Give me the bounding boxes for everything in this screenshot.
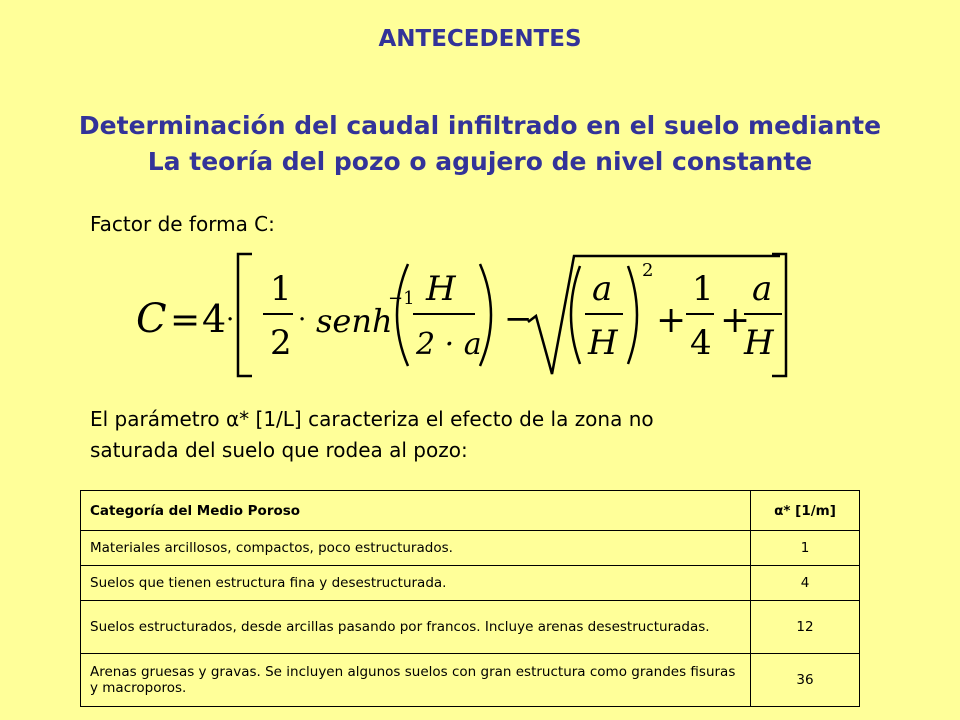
- param-line-2: saturada del suelo que rodea al pozo:: [90, 438, 468, 462]
- slide-subtitle: [0, 108, 960, 180]
- header-category: Categoría del Medio Poroso: [81, 491, 751, 531]
- row-category: Suelos estructurados, desde arcillas pasando por francos. Incluye arenas desestructuradas.: [81, 601, 751, 654]
- formula-plus: +: [656, 300, 687, 341]
- H-denominator: H: [588, 323, 618, 363]
- a-numerator: a: [752, 269, 773, 309]
- H-numerator: H: [426, 269, 456, 309]
- formula-C: C: [136, 296, 167, 342]
- header-alpha: α* [1/m]: [751, 491, 860, 531]
- senh-function: senh: [316, 302, 393, 340]
- table-row: [81, 566, 860, 601]
- subtitle-line-1: Determinación del caudal infiltrado en el suelo mediante: [78, 111, 882, 140]
- formula-dot: ·: [298, 305, 307, 335]
- alpha-parameter-text: [90, 404, 850, 466]
- row-value: 4: [751, 566, 860, 601]
- formula-four: 4: [202, 297, 227, 341]
- porous-media-table: [80, 490, 860, 707]
- table-row: [81, 531, 860, 566]
- row-value: 1: [751, 531, 860, 566]
- half-numerator: 1: [270, 269, 292, 309]
- table-row: [81, 601, 860, 654]
- right-paren: [628, 266, 637, 364]
- right-paren: [480, 264, 491, 366]
- two-a-denominator: 2 · a: [416, 327, 482, 362]
- row-category: Materiales arcillosos, compactos, poco estructurados.: [81, 531, 751, 566]
- param-line-1: El parámetro α* [1/L] caracteriza el efecto de la zona no: [90, 407, 654, 431]
- subtitle-line-2: La teoría del pozo o agujero de nivel constante: [147, 147, 813, 176]
- table-row: [81, 654, 860, 707]
- half-denominator: 2: [270, 323, 292, 363]
- H-denominator: H: [744, 323, 774, 363]
- formula-dot: ·: [226, 305, 235, 335]
- row-value: 36: [751, 654, 860, 707]
- slide-title: ANTECEDENTES: [378, 26, 582, 52]
- table-header-row: [81, 491, 860, 531]
- a-numerator: a: [592, 269, 613, 309]
- form-factor-formula: [130, 250, 790, 380]
- left-bracket: [238, 254, 252, 376]
- quarter-numerator: 1: [692, 269, 714, 309]
- left-paren: [571, 266, 580, 364]
- formula-plus: +: [720, 300, 751, 341]
- quarter-denominator: 4: [690, 323, 712, 363]
- row-category: Arenas gruesas y gravas. Se incluyen algunos suelos con gran estructura como grandes fisuras y macroporos.: [81, 654, 751, 707]
- formula-minus: −: [504, 299, 533, 339]
- inverse-exponent: −1: [388, 288, 415, 309]
- form-factor-label: Factor de forma C:: [90, 212, 275, 236]
- row-value: 12: [751, 601, 860, 654]
- square-exponent: 2: [642, 260, 654, 281]
- row-category: Suelos que tienen estructura fina y desestructurada.: [81, 566, 751, 601]
- left-paren: [397, 264, 408, 366]
- formula-equals: =: [170, 300, 201, 341]
